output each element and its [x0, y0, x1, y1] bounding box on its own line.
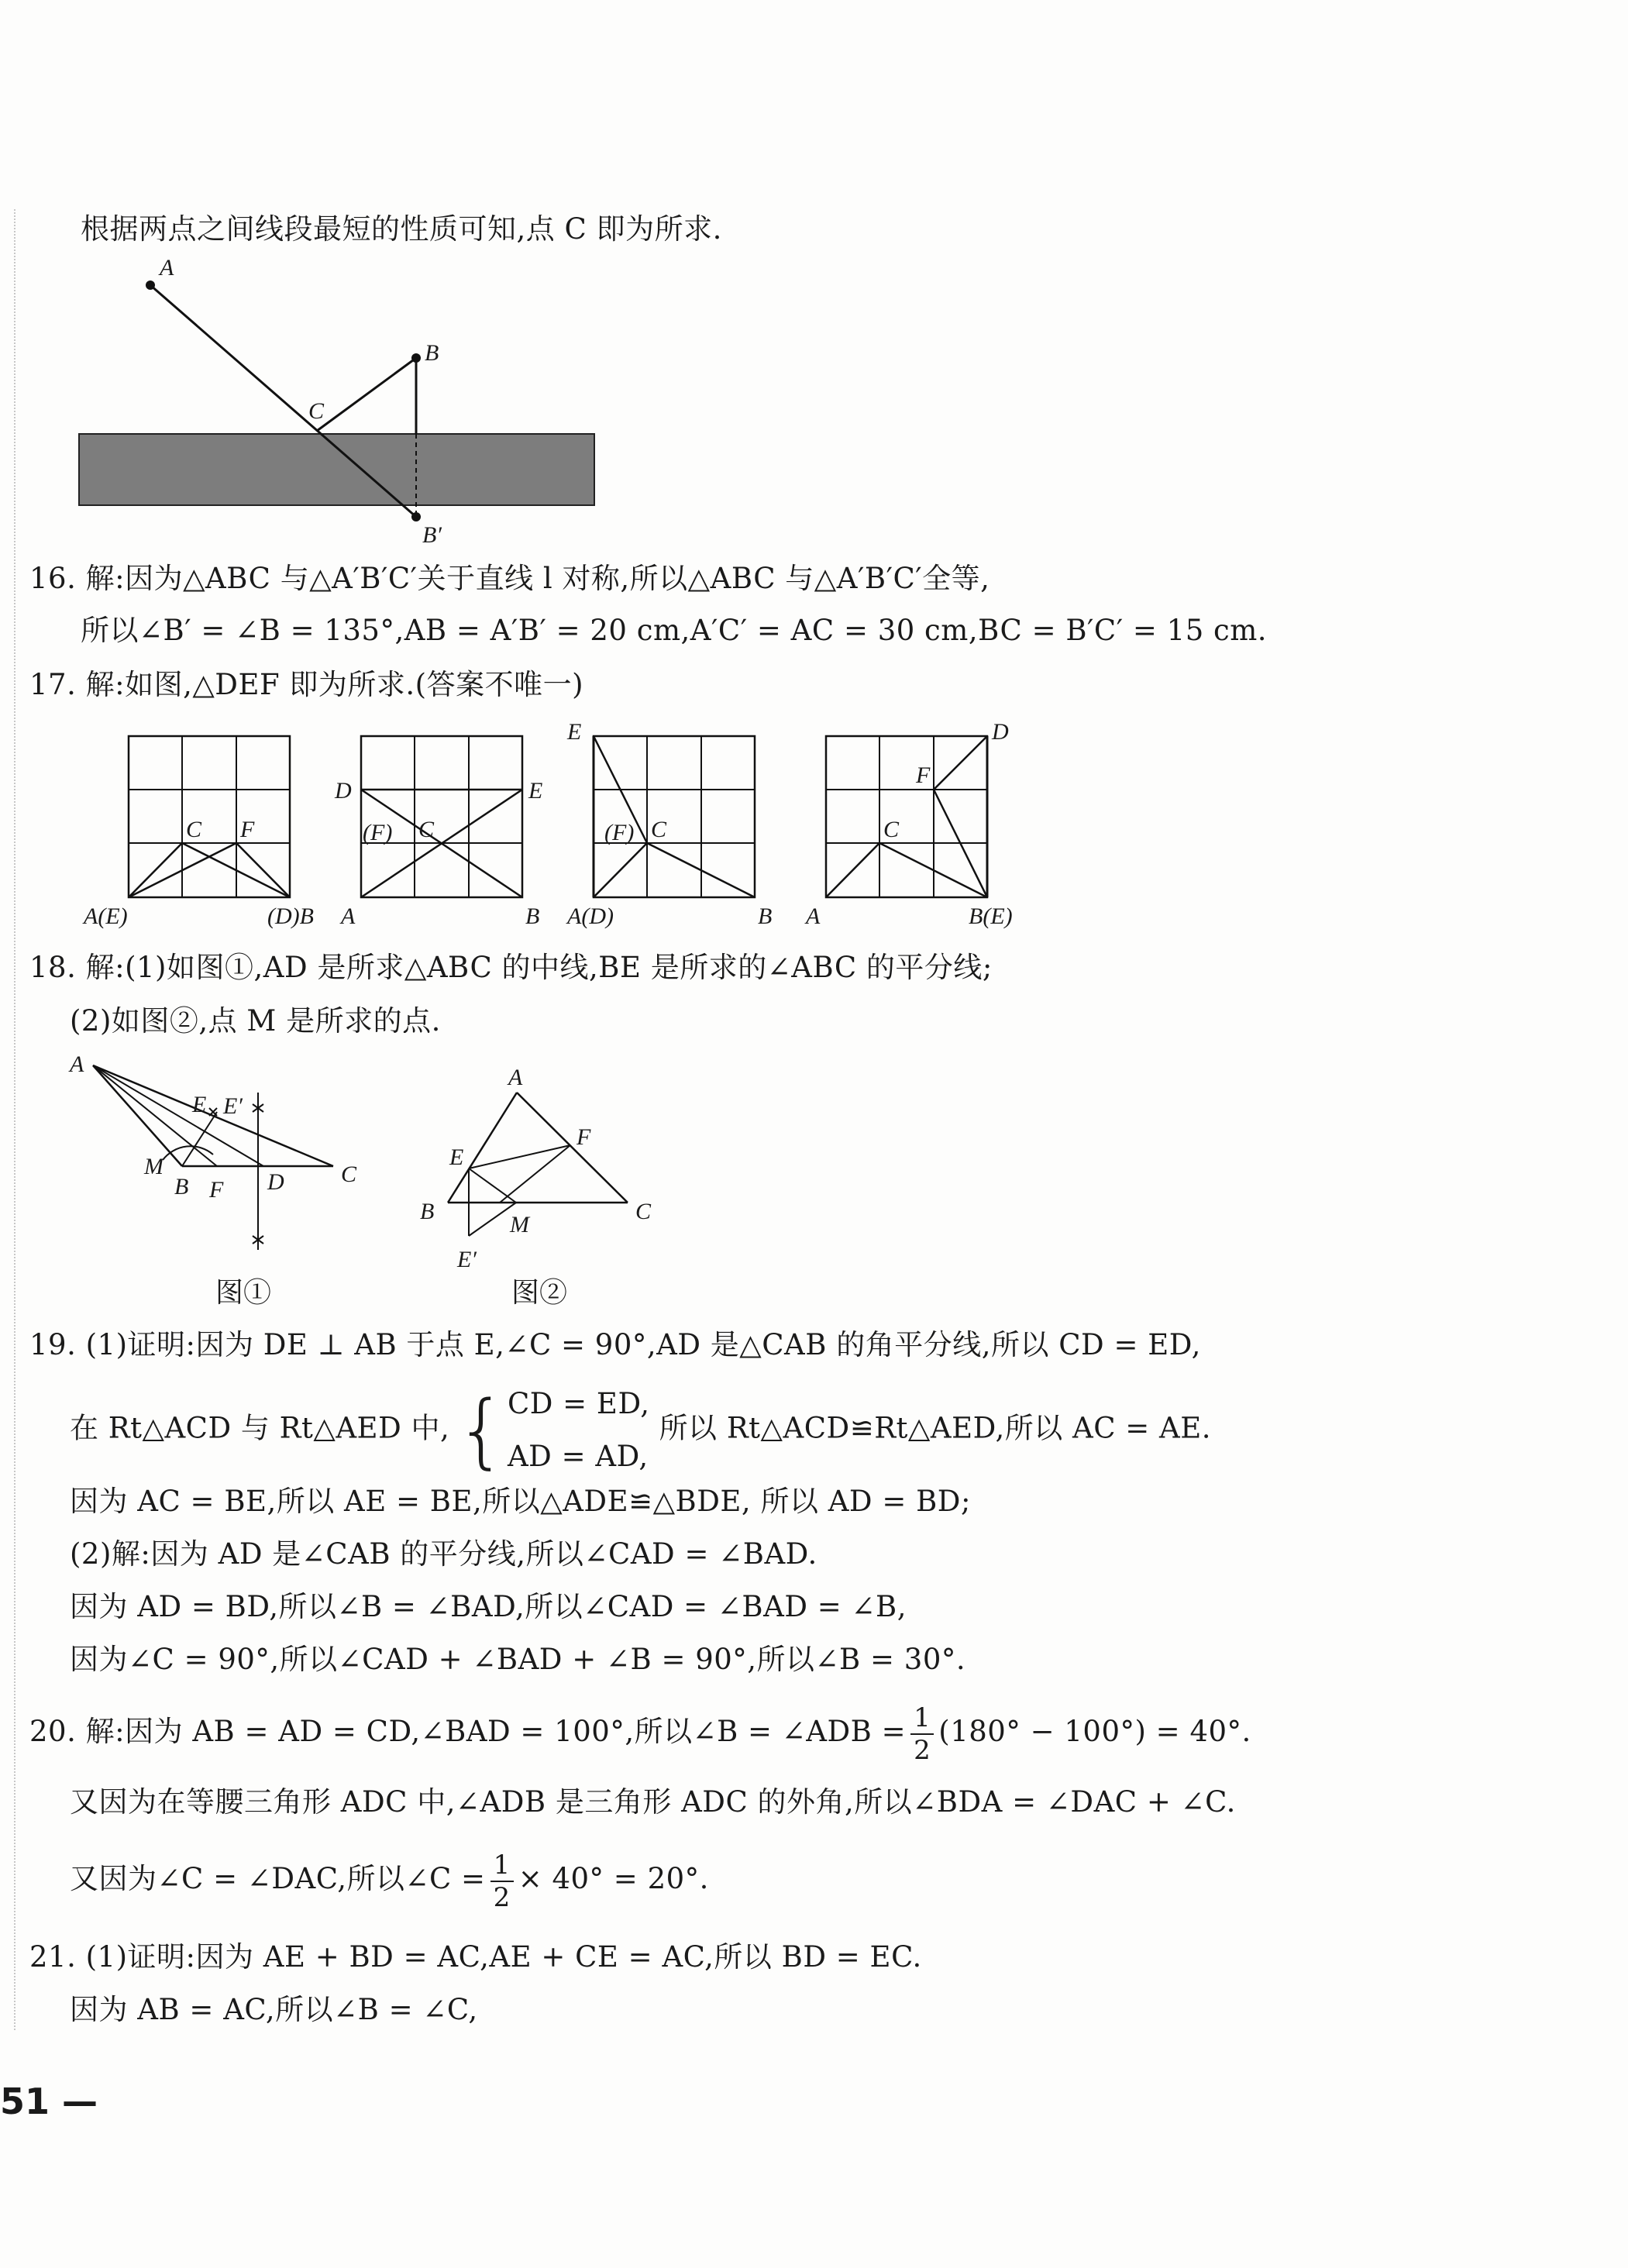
label-a: A	[160, 255, 174, 280]
g3-label-ad: A(D)	[567, 903, 614, 929]
grid-1	[82, 736, 314, 929]
g3-label-c: C	[651, 817, 667, 842]
f2-label-f: F	[577, 1124, 591, 1150]
f2-label-e: E	[449, 1144, 464, 1170]
text-19-c: 因为 AC = BE,所以 AE = BE,所以△ADE≌△BDE, 所以 AD = BD;	[70, 1485, 971, 1518]
brace-glyph: {	[456, 1383, 508, 1478]
point-bprime	[411, 512, 421, 521]
f2-label-eprime: E′	[457, 1247, 477, 1272]
text-20-c-post: × 40° = 20°.	[518, 1862, 709, 1895]
figure-18	[70, 1050, 690, 1282]
figure-18-2	[420, 1065, 652, 1272]
text-20-a-pre: 20. 解:因为 AB = AD = CD,∠BAD = 100°,所以∠B = ∠ADB =	[29, 1715, 907, 1748]
text-19-e: 因为 AD = BD,所以∠B = ∠BAD,所以∠CAD = ∠BAD = ∠B,	[70, 1590, 907, 1623]
f1-label-m: M	[144, 1154, 163, 1179]
g4-label-c: C	[883, 817, 900, 842]
text-16-b: 所以∠B′ = ∠B = 135°,AB = A′B′ = 20 cm,A′C′ = AC = 30 cm,BC = B′C′ = 15 cm.	[81, 614, 1268, 647]
label-bprime: B′	[422, 522, 442, 548]
label-b: B	[425, 340, 439, 366]
fraction-half-2	[490, 1850, 514, 1913]
f2-label-a: A	[508, 1065, 523, 1090]
g1-label-c: C	[186, 817, 202, 842]
g4-label-d: D	[992, 719, 1009, 745]
margin-dotted-line	[14, 209, 15, 2030]
point-b	[411, 353, 421, 363]
f1-label-d: D	[267, 1169, 284, 1195]
frac1-num: 1	[910, 1702, 934, 1735]
text-19-b	[70, 1378, 1211, 1483]
f1-label-c: C	[341, 1162, 357, 1187]
g1-label-ae: A(E)	[84, 903, 128, 929]
f1-label-eprime: E′	[223, 1093, 243, 1119]
frac2-num: 1	[490, 1850, 514, 1882]
g2-label-f: (F)	[363, 820, 393, 845]
equation-system	[456, 1378, 652, 1483]
g2-label-d: D	[335, 778, 352, 804]
grid-4	[804, 719, 1013, 929]
text-19-a: 19. (1)证明:因为 DE ⊥ AB 于点 E,∠C = 90°,AD 是△CAB 的角平分线,所以 CD = ED,	[29, 1328, 1201, 1361]
g4-label-be: B(E)	[969, 903, 1013, 929]
text-20-c	[70, 1844, 709, 1914]
text-20-b: 又因为在等腰三角形 ADC 中,∠ADB 是三角形 ADC 的外角,所以∠BDA = ∠DAC + ∠C.	[70, 1785, 1236, 1819]
g3-label-f: (F)	[604, 820, 635, 845]
g3-label-b: B	[758, 903, 773, 929]
g4-label-a: A	[806, 903, 821, 929]
text-20-a	[29, 1697, 1251, 1767]
g4-label-f: F	[916, 762, 931, 788]
segment-c-b	[317, 358, 416, 431]
f1-label-e: E	[192, 1092, 207, 1117]
g2-label-b: B	[525, 903, 540, 929]
text-16-a: 16. 解:因为△ABC 与△A′B′C′关于直线 l 对称,所以△ABC 与△A′B′C′全等,	[29, 562, 990, 595]
frac2-den: 2	[493, 1881, 511, 1913]
g2-label-c: C	[418, 817, 435, 842]
text-line-conclusion: 根据两点之间线段最短的性质可知,点 C 即为所求.	[81, 212, 722, 246]
text-18-a: 18. 解:(1)如图①,AD 是所求△ABC 的中线,BE 是所求的∠ABC 的平分线;	[29, 951, 993, 984]
fraction-half-1	[910, 1702, 934, 1766]
caption-fig-1: 图①	[215, 1277, 272, 1309]
text-18-b: (2)如图②,点 M 是所求的点.	[70, 1004, 441, 1038]
point-a	[146, 280, 155, 290]
text-20-c-pre: 又因为∠C = ∠DAC,所以∠C =	[70, 1862, 486, 1895]
label-c: C	[308, 398, 325, 424]
grid-2	[334, 736, 542, 929]
text-21-a: 21. (1)证明:因为 AE + BD = AC,AE + CE = AC,所以 BD = EC.	[29, 1940, 922, 1974]
page-number: 51 —	[0, 2080, 98, 2122]
sys-eq-1: CD = ED,	[507, 1387, 650, 1420]
g2-label-e: E	[528, 778, 543, 804]
text-19-d: (2)解:因为 AD 是∠CAB 的平分线,所以∠CAD = ∠BAD.	[70, 1537, 817, 1571]
f2-label-b: B	[420, 1199, 435, 1224]
text-19-b-post: 所以 Rt△ACD≌Rt△AED,所以 AC = AE.	[659, 1411, 1212, 1445]
g2-label-a: A	[341, 903, 356, 929]
caption-fig-2: 图②	[511, 1277, 568, 1309]
grid-3	[566, 719, 772, 929]
frac1-den: 2	[914, 1734, 931, 1766]
g1-label-db: (D)B	[267, 903, 314, 929]
text-20-a-post: (180° − 100°) = 40°.	[938, 1715, 1251, 1748]
gray-band	[79, 434, 594, 505]
f1-label-f: F	[209, 1177, 224, 1203]
f1-label-a: A	[70, 1051, 84, 1077]
figure-18-1	[68, 1051, 357, 1250]
sys-eq-2: AD = AD,	[507, 1440, 649, 1473]
figure-shortest-path	[70, 248, 612, 548]
text-21-b: 因为 AB = AC,所以∠B = ∠C,	[70, 1993, 478, 2026]
g1-label-f: F	[240, 817, 255, 842]
text-19-b-pre: 在 Rt△ACD 与 Rt△AED 中,	[70, 1411, 450, 1445]
text-17: 17. 解:如图,△DEF 即为所求.(答案不唯一)	[29, 668, 584, 701]
figure-17-grids	[77, 721, 1085, 930]
g3-label-e: E	[567, 719, 582, 745]
f1-label-b: B	[174, 1174, 189, 1199]
text-19-f: 因为∠C = 90°,所以∠CAD + ∠BAD + ∠B = 90°,所以∠B = 30°.	[70, 1643, 966, 1676]
f2-label-c: C	[635, 1199, 652, 1224]
f2-label-m: M	[510, 1212, 529, 1237]
